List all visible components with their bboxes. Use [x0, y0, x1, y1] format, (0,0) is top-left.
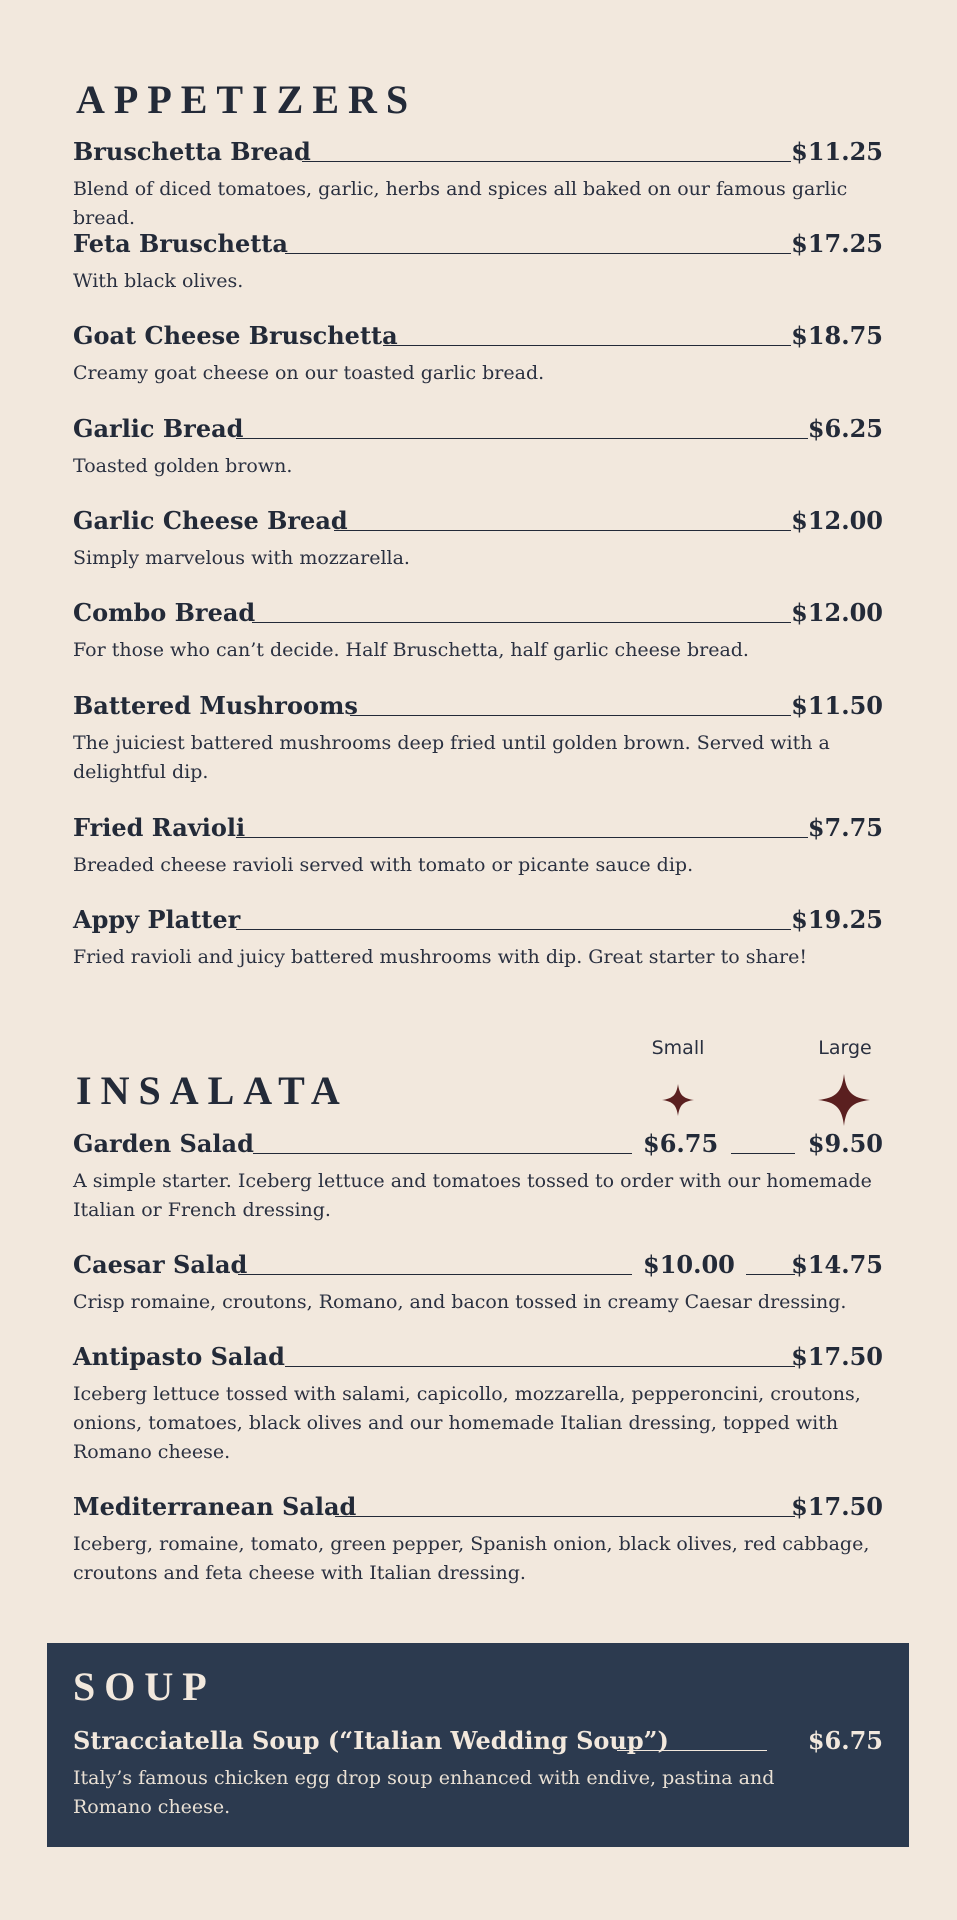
menu-item: [73, 1248, 883, 1317]
item-description: Crisp romaine, croutons, Romano, and bacon tossed in creamy Caesar dressing.: [73, 1291, 847, 1313]
item-price: $17.25: [791, 229, 883, 258]
item-name: Goat Cheese Bruschetta: [73, 321, 398, 350]
menu-item: [73, 1490, 883, 1588]
leader-line: [252, 622, 791, 623]
item-description: With black olives.: [73, 270, 244, 292]
item-description: Fried ravioli and juicy battered mushrooms with dip. Great starter to share!: [73, 946, 807, 968]
large-star-icon: [816, 1072, 872, 1128]
item-price-small: $10.00: [643, 1250, 735, 1279]
menu-item: [73, 596, 883, 665]
item-price-large: $9.50: [807, 1129, 883, 1158]
menu-item: [73, 1724, 883, 1822]
item-description: Simply marvelous with mozzarella.: [73, 547, 410, 569]
leader-line: [617, 1750, 767, 1751]
item-description: The juiciest battered mushrooms deep fried until golden brown. Served with a delightful dip.: [73, 732, 830, 783]
menu-item: [73, 811, 883, 880]
insalata-title: INSALATA: [76, 1068, 349, 1113]
item-price: $11.25: [791, 137, 883, 166]
item-description: Iceberg lettuce tossed with salami, capicollo, mozzarella, pepperoncini, croutons, onions, tomatoes, black olives and our homemade Italian dressing, topped with Romano cheese.: [73, 1383, 861, 1463]
leader-line: [302, 161, 791, 162]
leader-line: [238, 1274, 632, 1275]
menu-item: [73, 135, 883, 233]
item-description: Blend of diced tomatoes, garlic, herbs and spices all baked on our famous garlic bread.: [73, 178, 848, 229]
item-price: $18.75: [791, 321, 883, 350]
size-small-label: Small: [651, 1037, 705, 1059]
leader-line: [335, 1516, 795, 1517]
item-description: Italy’s famous chicken egg drop soup enhanced with endive, pastina and Romano cheese.: [73, 1767, 775, 1818]
item-name: Garlic Cheese Bread: [73, 506, 348, 535]
item-price: $17.50: [791, 1342, 883, 1371]
menu-item: [73, 689, 883, 787]
item-price: $7.75: [807, 813, 883, 842]
menu-item: [73, 227, 883, 296]
leader-line: [746, 1274, 795, 1275]
size-large-label: Large: [818, 1037, 872, 1059]
soup-section: [47, 1643, 909, 1847]
item-price-small: $6.75: [643, 1129, 719, 1158]
item-description: Creamy goat cheese on our toasted garlic bread.: [73, 362, 545, 384]
item-description: For those who can’t decide. Half Bruschetta, half garlic cheese bread.: [73, 639, 749, 661]
leader-line: [236, 929, 791, 930]
appetizers-title: APPETIZERS: [76, 77, 418, 122]
leader-line: [253, 1153, 632, 1154]
item-price: $12.00: [791, 598, 883, 627]
item-description: Toasted golden brown.: [73, 455, 293, 477]
item-description: Iceberg, romaine, tomato, green pepper, Spanish onion, black olives, red cabbage, croutons and feta cheese with Italian dressing.: [73, 1533, 870, 1584]
leader-line: [285, 253, 791, 254]
item-name: Combo Bread: [73, 598, 256, 627]
item-name: Battered Mushrooms: [73, 691, 358, 720]
item-price-large: $14.75: [791, 1250, 883, 1279]
menu-item: [73, 319, 883, 388]
leader-line: [383, 345, 791, 346]
leader-line: [731, 1153, 795, 1154]
item-price: $11.50: [791, 691, 883, 720]
item-price: $19.25: [791, 905, 883, 934]
item-price: $6.75: [807, 1726, 883, 1755]
item-price: $17.50: [791, 1492, 883, 1521]
item-name: Fried Ravioli: [73, 813, 246, 842]
item-name: Garden Salad: [73, 1129, 254, 1158]
menu-item: [73, 903, 883, 972]
leader-line: [350, 715, 791, 716]
item-description: Breaded cheese ravioli served with tomato or picante sauce dip.: [73, 854, 694, 876]
item-name: Appy Platter: [73, 905, 241, 934]
leader-line: [334, 530, 791, 531]
leader-line: [285, 1366, 795, 1367]
leader-line: [236, 438, 808, 439]
item-name: Mediterranean Salad: [73, 1492, 357, 1521]
menu-item: [73, 1127, 883, 1225]
item-name: Antipasto Salad: [73, 1342, 285, 1371]
item-price: $6.25: [807, 414, 883, 443]
small-star-icon: [660, 1082, 696, 1118]
menu-item: [73, 504, 883, 573]
menu-item: [73, 1340, 883, 1467]
item-name: Feta Bruschetta: [73, 229, 288, 258]
soup-title: SOUP: [73, 1664, 216, 1709]
leader-line: [236, 837, 808, 838]
item-name: Stracciatella Soup (“Italian Wedding Soup”): [73, 1726, 669, 1755]
item-price: $12.00: [791, 506, 883, 535]
item-name: Bruschetta Bread: [73, 137, 311, 166]
item-description: A simple starter. Iceberg lettuce and tomatoes tossed to order with our homemade Italian or French dressing.: [73, 1170, 872, 1221]
item-name: Caesar Salad: [73, 1250, 248, 1279]
item-name: Garlic Bread: [73, 414, 244, 443]
menu-item: [73, 412, 883, 481]
